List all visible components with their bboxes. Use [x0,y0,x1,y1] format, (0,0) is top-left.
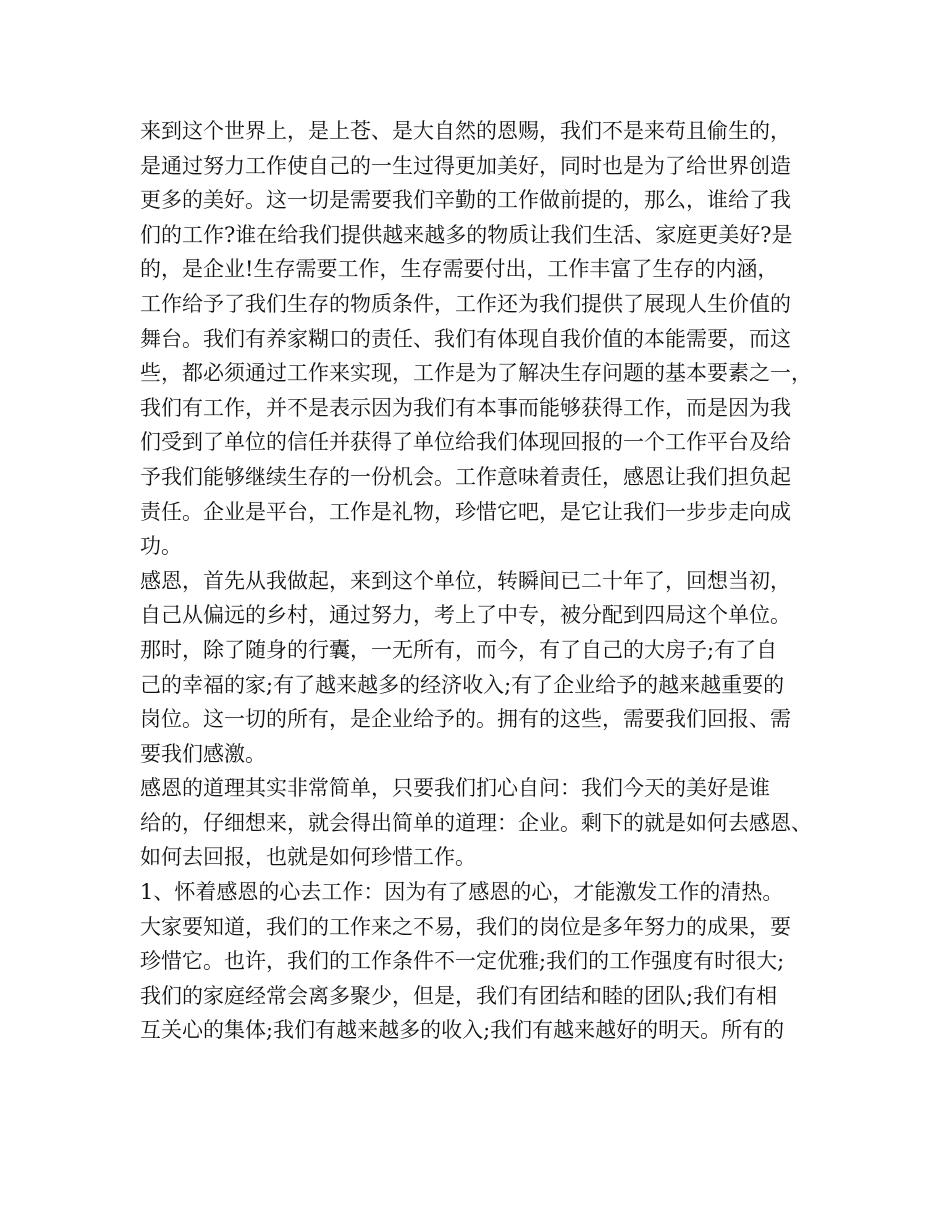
text-line: 予我们能够继续生存的一份机会。工作意味着责任，感恩让我们担负起 [140,464,791,489]
text-line: 我们有工作，并不是表示因为我们有本事而能够获得工作，而是因为我 [140,395,791,420]
text-line: 来到这个世界上，是上苍、是大自然的恩赐，我们不是来苟且偷生的， [140,119,791,143]
text-line: 是通过努力工作使自己的一生过得更加美好，同时也是为了给世界创造 [140,153,791,178]
body-text [140,114,840,1048]
text-line: 1、怀着感恩的心去工作：因为有了感恩的心，才能激发工作的清热。 [140,880,784,905]
text-line: 们的工作?谁在给我们提供越来越多的物质让我们生活、家庭更美好?是 [140,222,793,247]
text-line: 些，都必须通过工作来实现，工作是为了解决生存问题的基本要素之一， [140,361,812,386]
text-line: 感恩的道理其实非常简单，只要我们扪心自问：我们今天的美好是谁 [140,776,770,801]
text-line: 给的，仔细想来，就会得出简单的道理：企业。剩下的就是如何去感恩、 [140,810,812,835]
text-line: 的，是企业!生存需要工作，生存需要付出，工作丰富了生存的内涵， [140,257,779,282]
text-line: 责任。企业是平台，工作是礼物，珍惜它吧，是它让我们一步步走向成 [140,499,791,524]
text-line: 互关心的集体;我们有越来越多的收入;我们有越来越好的明天。所有的 [140,1018,785,1043]
text-line: 感恩，首先从我做起，来到这个单位，转瞬间已二十年了，回想当初， [140,568,791,593]
text-line: 如何去回报，也就是如何珍惜工作。 [140,845,476,870]
text-line: 自己从偏远的乡村，通过努力，考上了中专，被分配到四局这个单位。 [140,603,791,628]
text-line: 们受到了单位的信任并获得了单位给我们体现回报的一个工作平台及给 [140,430,791,455]
text-line: 工作给予了我们生存的物质条件，工作还为我们提供了展现人生价值的 [140,291,791,316]
text-line: 功。 [140,534,182,559]
text-line: 岗位。这一切的所有，是企业给予的。拥有的这些，需要我们回报、需 [140,707,791,732]
text-line: 舞台。我们有养家糊口的责任、我们有体现自我价值的本能需要，而这 [140,326,791,351]
text-line: 我们的家庭经常会离多聚少，但是，我们有团结和睦的团队;我们有相 [140,983,778,1008]
text-line: 要我们感激。 [140,741,266,766]
text-line: 大家要知道，我们的工作来之不易，我们的岗位是多年努力的成果，要 [140,914,791,939]
text-line: 己的幸福的家;有了越来越多的经济收入;有了企业给予的越来越重要的 [140,672,785,697]
text-line: 珍惜它。也许，我们的工作条件不一定优雅;我们的工作强度有时很大; [140,949,785,974]
text-line: 更多的美好。这一切是需要我们辛勤的工作做前提的，那么，谁给了我 [140,188,791,213]
text-line: 那时，除了随身的行囊，一无所有，而今，有了自己的大房子;有了自 [140,637,778,662]
